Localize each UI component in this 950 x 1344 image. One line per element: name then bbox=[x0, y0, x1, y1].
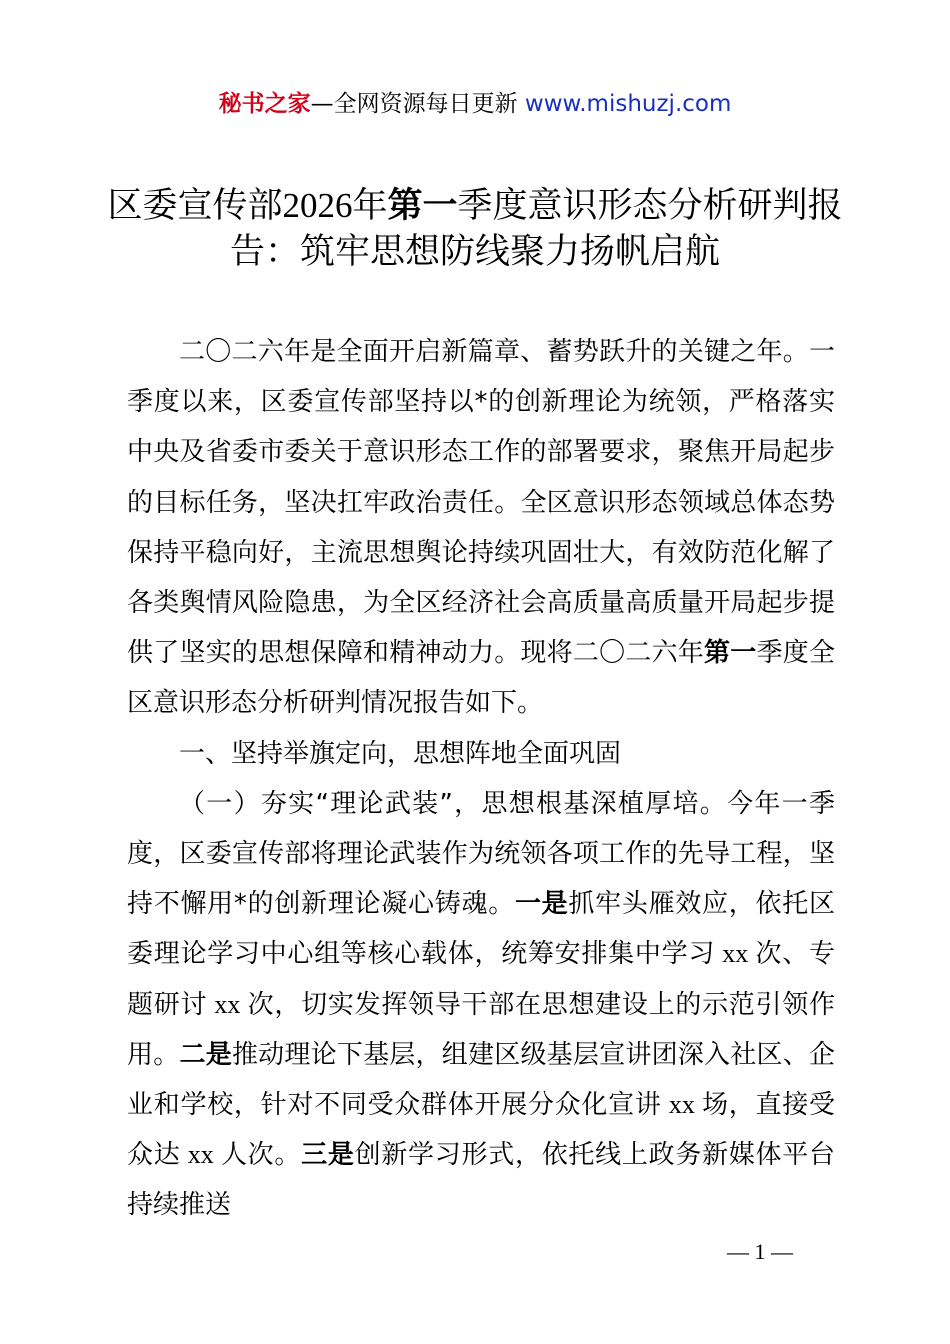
sub1-num-2: xx bbox=[207, 989, 248, 1019]
sub1-text-5: 推动理论下基层，组建区级基层宣讲团深入社区、企业和学校，针对不同受众群体开展分众化宣讲 bbox=[127, 1039, 835, 1121]
sub1-text-3: 次、专题研讨 bbox=[127, 939, 835, 1020]
intro-text-1: 二〇二六年是全面开启新篇章、蓄势跃升的关键之年。一季度以来，区委宣传部坚持以*的创新理论为统领，严格落实中央及省委市委关于意识形态工作的部署要求，聚焦开局起步的目标任务，坚决扛牢政治责任。全区意识形态领域总体态势保持平稳向好，主流思想舆论持续巩固壮大，有效防范化解了各类舆情风险隐患，为全区经济社会高质量高质量开局起步提供了坚实的思想保障和精神动力。现将二〇二六年 bbox=[127, 337, 835, 669]
sub1-bold-3: 三是 bbox=[301, 1140, 355, 1171]
sub1-num-1: xx bbox=[715, 939, 756, 969]
site-url-link[interactable]: www.mishuzj.com bbox=[524, 91, 732, 117]
title-prefix: 区委宣传部 bbox=[107, 186, 283, 226]
sub1-text-8: 创新学习形式，依托线上政务新媒体平台持续推送 bbox=[127, 1140, 835, 1221]
sub1-text-1: （一）夯实“理论武装”，思想根基深植厚培。今年一季度，区委宣传部将理论武装作为统领各项工作的先导工程，坚持不懈用*的创新理论凝心铸魂。 bbox=[127, 788, 835, 920]
title-year-suffix: 年 bbox=[352, 186, 388, 226]
sub1-num-4: xx bbox=[180, 1140, 221, 1170]
subsection-paragraph-1 bbox=[127, 779, 835, 1231]
intro-bold: 第一 bbox=[704, 638, 757, 669]
document-body bbox=[127, 327, 835, 1231]
title-year: 2026 bbox=[282, 186, 353, 225]
sub1-text-4: 次，切实发挥领导干部在思想建设上的示范引领作用。 bbox=[127, 989, 835, 1070]
brand-name: 秘书之家 bbox=[218, 91, 311, 117]
title-rest: 季度意识形态分析研判报告：筑牢思想防线聚力扬帆启航 bbox=[229, 186, 843, 272]
page-number: — 1 — bbox=[727, 1239, 793, 1264]
header-tagline: —全网资源每日更新 bbox=[310, 91, 518, 117]
section-heading-1: 一、坚持举旗定向，思想阵地全面巩固 bbox=[179, 738, 622, 769]
sub1-text-7: 人次。 bbox=[220, 1140, 302, 1171]
title-bold-part: 第一 bbox=[387, 186, 458, 226]
intro-text-2: 季度全区意识形态分析研判情况报告如下。 bbox=[127, 638, 835, 719]
sub1-bold-2: 二是 bbox=[179, 1039, 232, 1070]
sub1-num-3: xx bbox=[661, 1090, 703, 1120]
document-title bbox=[100, 183, 850, 275]
sub1-bold-1: 一是 bbox=[514, 889, 569, 920]
intro-paragraph bbox=[127, 327, 835, 729]
sub1-text-6: 场，直接受众达 bbox=[127, 1090, 835, 1171]
sub1-text-2: 抓牢头雁效应，依托区委理论学习中心组等核心载体，统筹安排集中学习 bbox=[127, 889, 835, 970]
site-header bbox=[0, 88, 950, 120]
